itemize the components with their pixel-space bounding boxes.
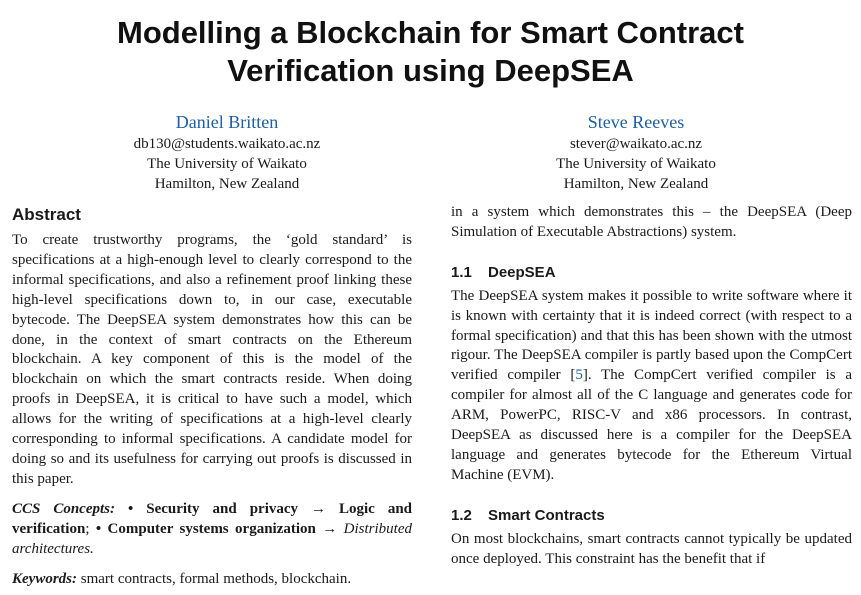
section-number: 1.1: [451, 263, 472, 281]
section-smart-contracts-text: On most blockchains, smart contracts cannot typically be updated once deployed. This constraint has the benefit that if: [451, 530, 852, 567]
ccs-item: • Computer systems organization: [95, 520, 316, 537]
section-number: 1.2: [451, 506, 472, 524]
citation-link[interactable]: 5: [575, 367, 583, 384]
author-location: Hamilton, New Zealand: [154, 176, 300, 192]
author-email: db130@students.waikato.ac.nz: [133, 136, 321, 152]
ccs-label: CCS Concepts:: [12, 500, 115, 517]
paper-title: [0, 14, 861, 90]
section-text-part: The DeepSEA system makes it possible to write software where it is known with certainty that it is indeed correct (with respect to a formal specification) and that this has been shown with the utmost rigour. The DeepSEA compiler is partly based upon the CompCert verified compiler [: [451, 287, 852, 384]
author-affiliation: The University of Waikato: [147, 156, 307, 172]
author-block-2: [421, 110, 851, 194]
abstract-text: To create trustworthy programs, the ‘gold standard’ is specifications at a high-enough level to clearly correspond to the informal specifications, and also a refinement proof linking these high-level specifications down to, in our case, executable bytecode. The DeepSEA system demonstrates how this can be done, in the context of smart contracts on the Ethereum blockchain. A key component of this is the model of the blockchain on which the smart contracts reside. When doing proofs in DeepSEA, it is critical to have such a model, which allows for the writing of specifications at a high-level clearly corresponding to informal specifications. A candidate model for doing so and its usefulness for carrying out proofs is discussed in this paper.: [12, 232, 412, 487]
section-deepsea-text: [451, 287, 852, 486]
keywords-text: smart contracts, formal methods, blockchain.: [77, 570, 352, 587]
ccs-end: .: [90, 540, 94, 557]
ccs-item: Logic and verification: [12, 500, 412, 537]
section-title: Smart Contracts: [488, 506, 605, 524]
ccs-concepts: [12, 500, 412, 560]
keywords-label: Keywords:: [12, 570, 77, 587]
section-heading-smart-contracts: [451, 506, 852, 526]
ccs-item: Distributed architectures: [12, 520, 413, 557]
title-line-2: Verification using DeepSEA: [227, 53, 634, 88]
section-text-part: ]. The CompCert verified compiler is a compiler for almost all of the C language and generates code for ARM, PowerPC, RISC-V and x86 processors. In contrast, DeepSEA as discussed here is a compiler for the DeepSEA language and generates bytecode for the Ethereum Virtual Machine (EVM).: [451, 367, 852, 483]
abstract-heading: Abstract: [12, 205, 81, 224]
author-email: stever@waikato.ac.nz: [569, 136, 703, 152]
keywords: [12, 570, 412, 590]
section-heading-deepsea: [451, 263, 852, 283]
intro-continuation: in a system which demonstrates this – the DeepSEA (Deep Simulation of Executable Abstractions) system.: [451, 204, 852, 240]
ccs-arrow: →: [315, 520, 344, 537]
ccs-item: • Security and privacy: [127, 500, 299, 517]
author-name[interactable]: Steve Reeves: [587, 112, 685, 132]
author-location: Hamilton, New Zealand: [563, 176, 709, 192]
right-column: [451, 203, 852, 570]
author-name[interactable]: Daniel Britten: [175, 112, 279, 132]
ccs-separator: ;: [85, 520, 96, 537]
left-column: [12, 203, 412, 589]
author-affiliation: The University of Waikato: [556, 156, 716, 172]
author-block-1: [12, 110, 442, 194]
section-title: DeepSEA: [488, 263, 556, 281]
title-line-1: Modelling a Blockchain for Smart Contract: [117, 15, 744, 50]
ccs-arrow: →: [298, 500, 339, 517]
